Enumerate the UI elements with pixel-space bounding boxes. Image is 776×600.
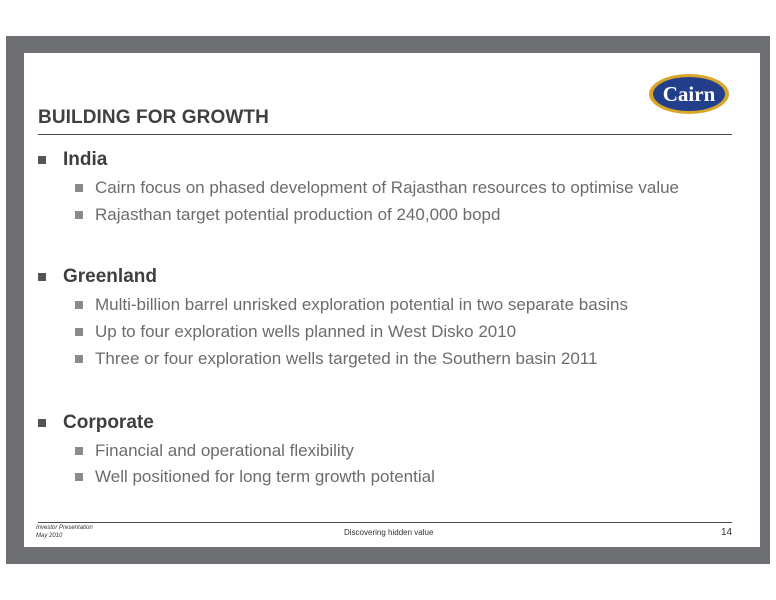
bullet-square-icon (38, 273, 46, 281)
footer-date: May 2010 (36, 533, 63, 539)
list-item-text: Three or four exploration wells targeted in the Southern basin 2011 (95, 349, 598, 368)
logo-text: Cairn (662, 82, 716, 106)
bullet-square-icon (75, 355, 83, 363)
section-heading: Greenland (63, 266, 157, 287)
list-item-text: Cairn focus on phased development of Rajasthan resources to optimise value (95, 178, 680, 197)
bullet-square-icon (75, 473, 83, 481)
bullet-square-icon (75, 184, 83, 192)
list-item-text: Financial and operational flexibility (95, 441, 354, 460)
page-number: 14 (721, 527, 733, 538)
list-item-text: Rajasthan target potential production of 240,000 bopd (95, 205, 501, 224)
bullet-square-icon (38, 419, 46, 427)
bullet-square-icon (75, 328, 83, 336)
list-item-text: Multi-billion barrel unrisked exploration potential in two separate basins (95, 295, 628, 314)
footer-left (36, 524, 93, 540)
footer-divider (38, 522, 732, 523)
section-heading: India (63, 149, 108, 170)
title-divider (38, 134, 732, 135)
bullet-square-icon (75, 301, 83, 309)
bullet-square-icon (75, 447, 83, 455)
cairn-logo-icon (648, 73, 730, 115)
slide (24, 53, 760, 547)
list-item-text: Up to four exploration wells planned in West Disko 2010 (95, 322, 517, 341)
list-item-text: Well positioned for long term growth potential (95, 467, 435, 486)
bullet-square-icon (75, 211, 83, 219)
footer-presentation-label: Investor Presentation (36, 525, 93, 531)
bullet-square-icon (38, 156, 46, 164)
page-title: BUILDING FOR GROWTH (38, 107, 269, 128)
section-heading: Corporate (63, 412, 154, 433)
slide-frame (6, 36, 770, 564)
footer-tagline: Discovering hidden value (344, 528, 434, 537)
